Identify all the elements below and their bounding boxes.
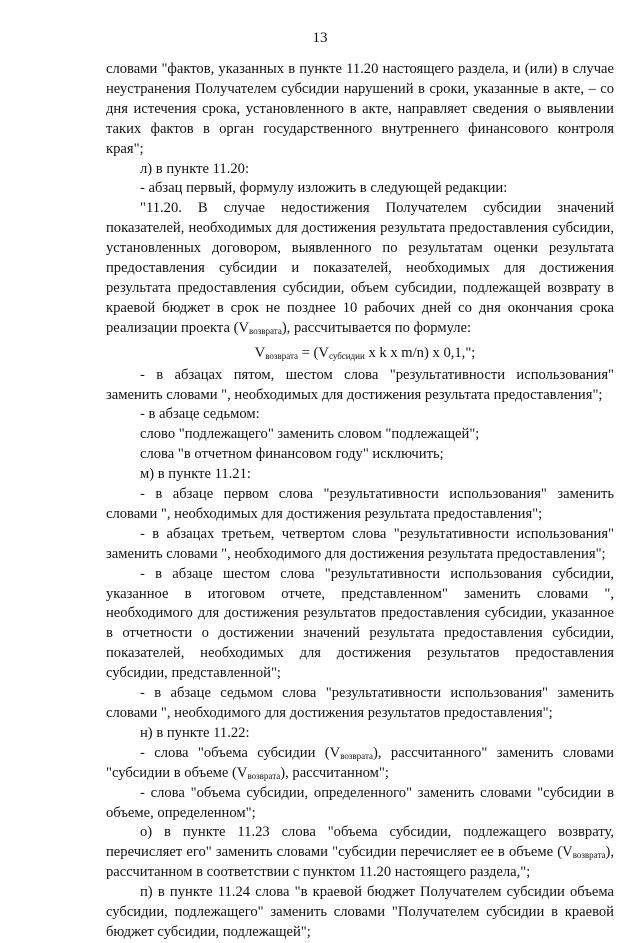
paragraph-15-text-a: - слова "объема субсидии (V bbox=[140, 744, 341, 761]
paragraph-5: - в абзацах пятом, шестом слова "результативности использования" заменить словами ", необходимых для достижения результата предоставления"; bbox=[106, 366, 614, 403]
paragraph-10: - в абзаце первом слова "результативности использования" заменить словами ", необходимых для достижения результата предоставления"; bbox=[106, 486, 614, 522]
paragraph-16: - слова "объема субсидии, определенного" заменить словами "субсидии в объеме, определенном"; bbox=[106, 784, 614, 821]
paragraph-17-text-b: ), рассчитанном в соответствии с пунктом 11.20 настоящего раздела,"; bbox=[106, 844, 614, 881]
paragraph-15 bbox=[106, 744, 614, 784]
paragraph-2: л) в пункте 11.20: bbox=[140, 160, 249, 177]
page-number: 13 bbox=[312, 30, 328, 46]
formula bbox=[106, 344, 614, 364]
formula-subscript-subsidii: субсидии bbox=[328, 350, 365, 361]
paragraph-4-text-b: ), рассчитывается по формуле: bbox=[281, 319, 472, 336]
subscript-vozvrata: возврата bbox=[249, 325, 282, 336]
subscript-vozvrata: возврата bbox=[247, 770, 281, 781]
paragraph-15-text-c: ), рассчитанном"; bbox=[280, 764, 389, 781]
paragraph-17 bbox=[106, 823, 614, 883]
paragraph-11: - в абзацах третьем, четвертом слова "результативности использования" заменить словами ", необходимого для достижения результата предоставления"; bbox=[106, 525, 614, 562]
paragraph-8: слова "в отчетном финансовом году" исключить; bbox=[140, 446, 444, 463]
paragraph-17-text-a: о) в пункте 11.23 слова "объема субсидии, подлежащего возврату, перечисляет его" заменить словами "субсидии перечисляет ее в объеме (V bbox=[106, 824, 614, 861]
paragraph-9: м) в пункте 11.21: bbox=[140, 466, 251, 483]
formula-end: x k x m/n) x 0,1,"; bbox=[364, 344, 476, 361]
paragraph-18: п) в пункте 11.24 слова "в краевой бюджет Получателем субсидии объема субсидии, подлежащего" заменить словами "Получателем субсидии в краевой бюджет субсидии, подлежащей"; bbox=[106, 884, 614, 940]
document-body bbox=[106, 60, 614, 943]
formula-middle: = (V bbox=[298, 344, 329, 361]
paragraph-6: - в абзаце седьмом: bbox=[140, 406, 260, 423]
paragraph-3: - абзац первый, формулу изложить в следующей редакции: bbox=[140, 180, 508, 197]
subscript-vozvrata: возврата bbox=[340, 750, 373, 761]
formula-subscript-vozvrata: возврата bbox=[265, 350, 298, 361]
paragraph-15-text-b: ), рассчитанного" заменить словами "субсидии в объеме (V bbox=[106, 744, 614, 781]
paragraph-7: слово "подлежащего" заменить словом "подлежащей"; bbox=[140, 426, 480, 443]
paragraph-13: - в абзаце седьмом слова "результативности использования" заменить словами ", необходимого для достижения результатов предоставления"; bbox=[106, 685, 614, 721]
paragraph-4-text-a: "11.20. В случае недостижения Получателем субсидии значений показателей, необходимых для достижения результата предоставления субсидии, установленных договором, выявленного по результатам оценки результата предоставления субсидии и показателей, необходимых для достижения результата предоставления субсидии, объем субсидии, подлежащей возврату в краевой бюджет в срок не позднее 10 рабочих дней со дня окончания срока реализации проекта (V bbox=[106, 200, 614, 336]
paragraph-12: - в абзаце шестом слова "результативности использования субсидии, указанное в итоговом отчете, представленном" заменить словами ", необходимого для достижения результатов предоставления субсидии, указанное в отчетности о достижении значений результата предоставления субсидии, показателей, необходимых для достижения результатов предоставления субсидии, представленной"; bbox=[106, 565, 614, 682]
formula-v: V bbox=[254, 344, 266, 361]
paragraph-4 bbox=[106, 199, 614, 338]
paragraph-1: словами "фактов, указанных в пункте 11.20 настоящего раздела, и (или) в случае неустранения Получателем субсидии нарушений в сроки, указанные в акте, – со дня истечения срока, установленного в акте, направляет сведения о выявлении таких фактов в орган государственного внутреннего финансового контроля края"; bbox=[106, 61, 614, 157]
paragraph-14: н) в пункте 11.22: bbox=[140, 724, 250, 741]
subscript-vozvrata: возврата bbox=[572, 850, 606, 861]
